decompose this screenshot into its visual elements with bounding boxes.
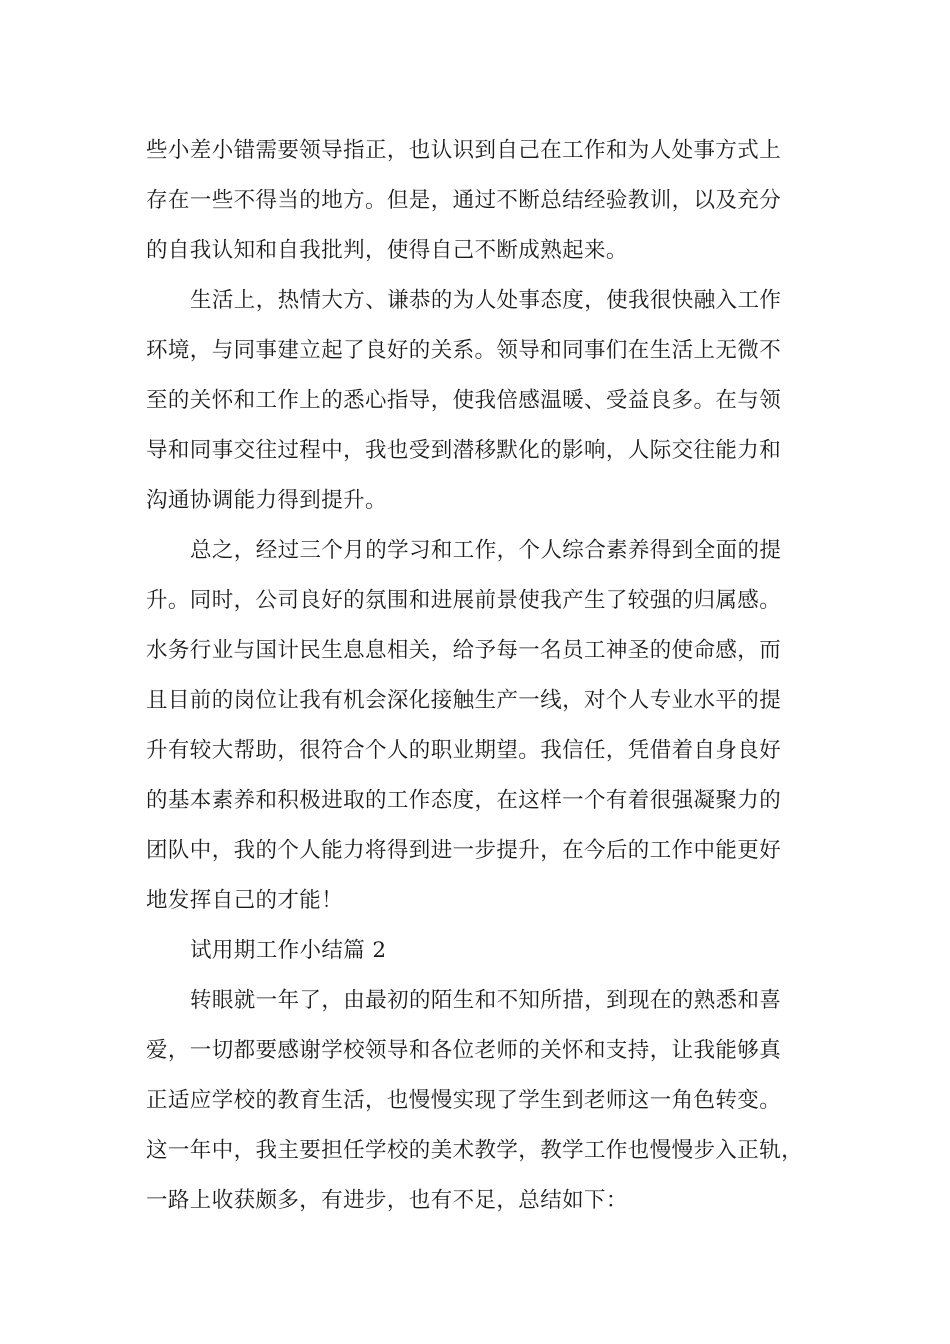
paragraph-first-line: 转眼就一年了，由最初的陌生和不知所措，到现在的熟悉和喜: [190, 988, 782, 1013]
text-line: 且目前的岗位让我有机会深化接触生产一线，对个人专业水平的提: [146, 688, 782, 713]
text-line: 至的关怀和工作上的悉心指导，使我倍感温暖、受益良多。在与领: [146, 388, 782, 413]
paragraph-first-line: 总之，经过三个月的学习和工作，个人综合素养得到全面的提: [190, 538, 782, 563]
text-line: 地发挥自己的才能！: [146, 888, 344, 913]
text-line: 水务行业与国计民生息息相关，给予每一名员工神圣的使命感，而: [146, 638, 782, 663]
text-line: 这一年中，我主要担任学校的美术教学，教学工作也慢慢步入正轨，: [146, 1138, 804, 1163]
text-line: 些小差小错需要领导指正，也认识到自己在工作和为人处事方式上: [146, 138, 782, 163]
text-line: 正适应学校的教育生活，也慢慢实现了学生到老师这一角色转变。: [146, 1088, 782, 1113]
text-line: 的自我认知和自我批判，使得自己不断成熟起来。: [146, 238, 628, 263]
text-line: 爱，一切都要感谢学校领导和各位老师的关怀和支持，让我能够真: [146, 1038, 782, 1063]
text-line: 一路上收获颇多，有进步，也有不足，总结如下：: [146, 1188, 628, 1213]
text-line: 导和同事交往过程中，我也受到潜移默化的影响，人际交往能力和: [146, 438, 782, 463]
section-heading: 试用期工作小结篇 2: [190, 938, 387, 963]
text-line: 的基本素养和积极进取的工作态度，在这样一个有着很强凝聚力的: [146, 788, 782, 813]
text-line: 环境，与同事建立起了良好的关系。领导和同事们在生活上无微不: [146, 338, 782, 363]
paragraph-first-line: 生活上，热情大方、谦恭的为人处事态度，使我很快融入工作: [190, 288, 782, 313]
text-line: 存在一些不得当的地方。但是，通过不断总结经验教训，以及充分: [146, 188, 782, 213]
text-line: 团队中，我的个人能力将得到进一步提升，在今后的工作中能更好: [146, 838, 782, 863]
text-line: 沟通协调能力得到提升。: [146, 488, 387, 513]
text-line: 升。同时，公司良好的氛围和进展前景使我产生了较强的归属感。: [146, 588, 782, 613]
text-line: 升有较大帮助，很符合个人的职业期望。我信任，凭借着自身良好: [146, 738, 782, 763]
